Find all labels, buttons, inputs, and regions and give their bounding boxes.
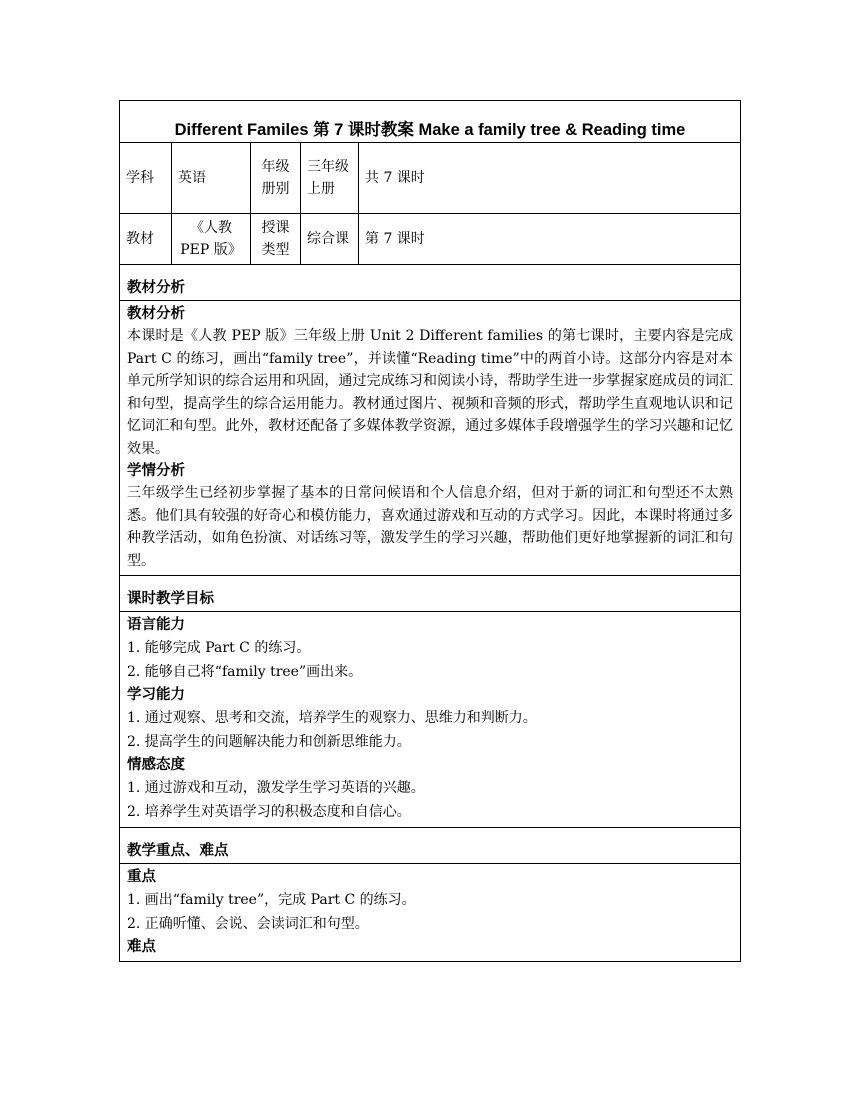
grade-label: 年级册别 (251, 143, 301, 213)
objective-item: 2. 提高学生的问题解决能力和创新思维能力。 (127, 734, 411, 750)
total-lessons-value: 共 7 课时 (365, 170, 425, 186)
objective-item: 1. 能够完成 Part C 的练习。 (127, 640, 311, 656)
type-label: 授课类型 (251, 214, 301, 264)
objective-group-title: 语言能力 (127, 617, 185, 633)
textbook-value: 《人教 PEP 版》 (172, 214, 251, 264)
section-heading-objectives: 课时教学目标 (120, 576, 740, 612)
subject-label: 学科 (120, 143, 172, 213)
student-analysis-text: 三年级学生已经初步掌握了基本的日常问候语和个人信息介绍，但对于新的词汇和句型还不太熟悉。他们具有较强的好奇心和模仿能力，喜欢通过游戏和互动的方式学习。因此，本课时将通过多种教学活动，如角色扮演、对话练习等，激发学生的学习兴趣，帮助他们更好地掌握新的词汇和句型。 (127, 485, 733, 569)
student-analysis-title: 学情分析 (127, 463, 185, 479)
key-point-item: 2. 正确听懂、会说、会读词汇和句型。 (127, 916, 369, 932)
objective-item: 2. 能够自己将“family tree”画出来。 (127, 664, 363, 680)
info-row-subject (120, 143, 740, 214)
key-point-item: 1. 画出“family tree”，完成 Part C 的练习。 (127, 892, 416, 908)
grade-value: 三年级上册 (301, 143, 359, 213)
lesson-number-value: 第 7 课时 (365, 231, 425, 247)
material-analysis-text: 本课时是《人教 PEP 版》三年级上册 Unit 2 Different families 的第七课时，主要内容是完成 Part C 的练习，画出“family tree”，并读懂“Reading time”中的两首小诗。这部分内容是对本单元所学知识的综合运用和巩固，通过完成练习和阅读小诗，帮助学生进一步掌握家庭成员的词汇和句型，提高学生的综合运用能力。教材通过图片、视频和音频的形式，帮助学生直观地认识和记忆词汇和句型。此外，教材还配备了多媒体教学资源，通过多媒体手段增强学生的学习兴趣和记忆效果。 (127, 328, 733, 457)
objective-group-title: 学习能力 (127, 687, 185, 703)
textbook-label: 教材 (120, 214, 172, 264)
difficult-points-title: 难点 (127, 939, 156, 955)
objective-item: 2. 培养学生对英语学习的积极态度和自信心。 (127, 804, 411, 820)
lesson-plan-table (119, 100, 741, 962)
info-row-textbook (120, 214, 740, 265)
objective-item: 1. 通过游戏和互动，激发学生学习英语的兴趣。 (127, 780, 425, 796)
material-analysis-title: 教材分析 (127, 306, 185, 322)
section-heading-keypoints: 教学重点、难点 (120, 828, 740, 864)
type-value: 综合课 (301, 214, 359, 264)
subject-value: 英语 (172, 143, 251, 213)
keypoints-body (120, 864, 740, 961)
key-points-title: 重点 (127, 869, 156, 885)
objective-group-title: 情感态度 (127, 757, 185, 773)
analysis-body (120, 301, 740, 576)
section-heading-analysis: 教材分析 (120, 265, 740, 301)
objectives-body (120, 612, 740, 828)
document-title: Different Familes 第 7 课时教案 Make a family tree & Reading time (120, 101, 740, 143)
objective-item: 1. 通过观察、思考和交流，培养学生的观察力、思维力和判断力。 (127, 710, 537, 726)
